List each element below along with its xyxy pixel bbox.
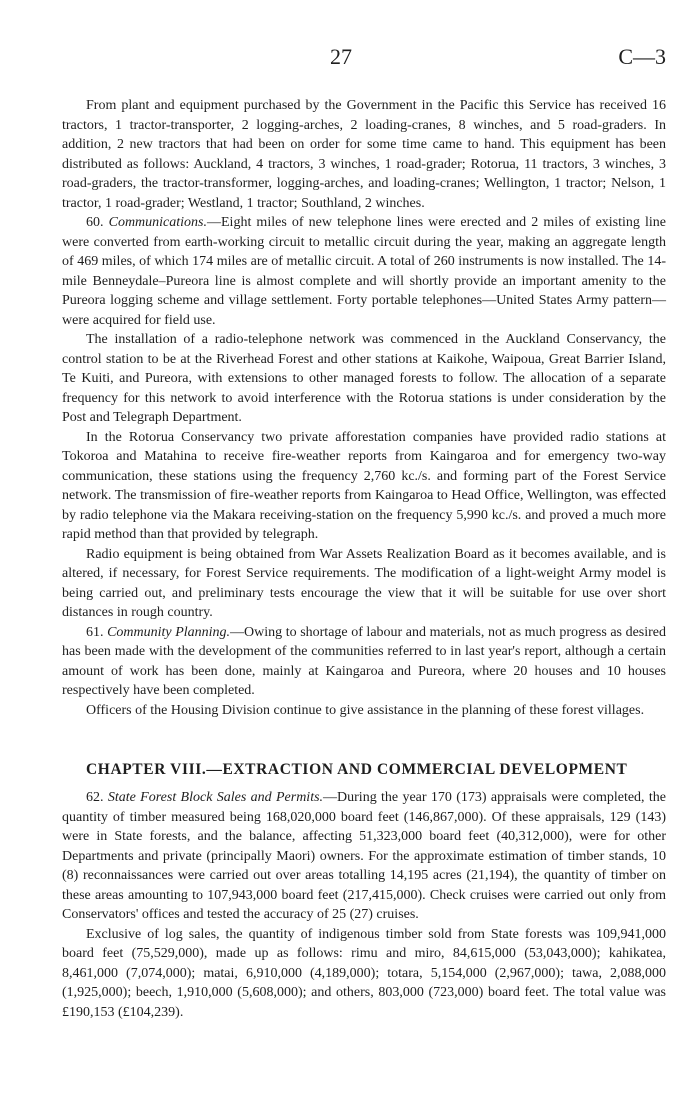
section-number: 61. — [86, 624, 108, 640]
section-body: —Owing to shortage of labour and materials, not as much progress as desired has been made with the development of the communities referred to in last year's report, although a certain amount of work has been done, mainly at Kaingaroa and Pureora, where 20 houses and 10 houses respectively have been completed. — [62, 624, 667, 698]
paragraph-housing-division: Officers of the Housing Division continue to give assistance in the planning of these forest villages. — [86, 702, 645, 718]
chapter-heading: CHAPTER VIII.—EXTRACTION AND COMMERCIAL DEVELOPMENT — [86, 761, 628, 778]
page-number: 27 — [330, 44, 352, 69]
paragraph-plant-equipment: From plant and equipment purchased by the Government in the Pacific this Service has received 16 tractors, 1 tractor-transporter, 2 logging-arches, 2 loading-cranes, 8 winches, and 5 road-graders. In addition, 2 new tractors that had been on order for some time came to hand. This equipment has been distributed as follows: Auckland, 4 tractors, 3 winches, 1 road-grader; Rotorua, 11 tractors, 3 winches, 3 road-graders, the tractor-transformer, logging-arches, and loading-cranes; Wellington, 1 tractor; Nelson, 1 tractor, 1 road-grader; Westland, 1 tractor; Southland, 2 winches. — [62, 98, 666, 211]
section-body: —Eight miles of new telephone lines were erected and 2 miles of existing line were converted from earth-working circuit to metallic circuit during the year, making an aggregate length of 469 miles, of which 174 miles are of metallic circuit. A total of 260 instruments is now installed. The 14-mile Benneydale–Pureora line is almost complete and will shortly provide an important amenity to the Pureora logging scheme and village settlement. Forty portable telephones—United States Army pattern—were acquired for field use. — [62, 215, 666, 328]
page-header — [0, 44, 700, 74]
document-body — [62, 96, 666, 1022]
section-title: Community Planning. — [107, 624, 231, 640]
section-title: State Forest Block Sales and Permits. — [107, 790, 324, 805]
paragraph-indigenous-timber: Exclusive of log sales, the quantity of indigenous timber sold from State forests was 109,941,000 board feet (75,529,000), made up as follows: rimu and miro, 84,615,000 (53,043,000); kahikatea, 8,461,000 (7,074,000); matai, 6,910,000 (4,189,000); totara, 5,154,000 (2,967,000); tawa, 2,088,000 (1,925,000); beech, 1,910,000 (5,608,000); and others, 803,000 (723,000) board feet. The total value was £190,153 (£104,239). — [62, 926, 666, 1020]
section-number: 62. — [86, 790, 108, 805]
paragraph-rotorua-radio: In the Rotorua Conservancy two private afforestation companies have provided radio stations at Tokoroa and Matahina to receive fire-weather reports from Kaingaroa and for emergency two-way communication, these stations using the frequency 2,760 kc./s. and forming part of the Forest Service network. The transmission of fire-weather reports from Kaingaroa to Head Office, Wellington, was effected by radio telephone via the Makara receiving-station on the frequency 5,990 kc./s. and proved a much more rapid method than that provided by telegraph. — [62, 429, 666, 542]
paragraph-radio-network: The installation of a radio-telephone network was commenced in the Auckland Conservancy, the control station to be at the Riverhead Forest and other stations at Kaikohe, Waipoua, Great Barrier Island, Te Kuiti, and Pureora, with extensions to other managed forests to follow. The allocation of a separate frequency for this network to avoid interference with the Rotorua stations is under consideration by the Post and Telegraph Department. — [62, 332, 666, 425]
section-number: 60. — [86, 215, 109, 230]
paragraph-forest-block-sales — [62, 788, 666, 925]
report-code: C—3 — [618, 44, 666, 69]
section-body: —During the year 170 (173) appraisals were completed, the quantity of timber measured being 168,020,000 board feet (146,867,000). Of these appraisals, 129 (143) were in State forests, and the balance, affecting 51,323,000 board feet (40,312,000), were for other Departments and private (principally Maori) owners. For the approximate estimation of timber stands, 10 (8) reconnaissances were carried out over areas totalling 14,195 acres (21,194), the quantity of timber on these areas amounting to 107,943,000 board feet (217,415,000). Check cruises were carried out only from Conservators' offices and tested the accuracy of 25 (27) cruises. — [62, 790, 667, 922]
section-title: Communications. — [108, 215, 207, 230]
paragraph-communications — [62, 213, 666, 330]
paragraph-radio-equipment: Radio equipment is being obtained from War Assets Realization Board as it becomes available, and is altered, if necessary, for Forest Service requirements. The modification of a light-weight Army model is being carried out, and preliminary tests encourage the view that it will be suitable for use over short distances in rough country. — [62, 546, 666, 620]
paragraph-community-planning — [62, 623, 666, 701]
